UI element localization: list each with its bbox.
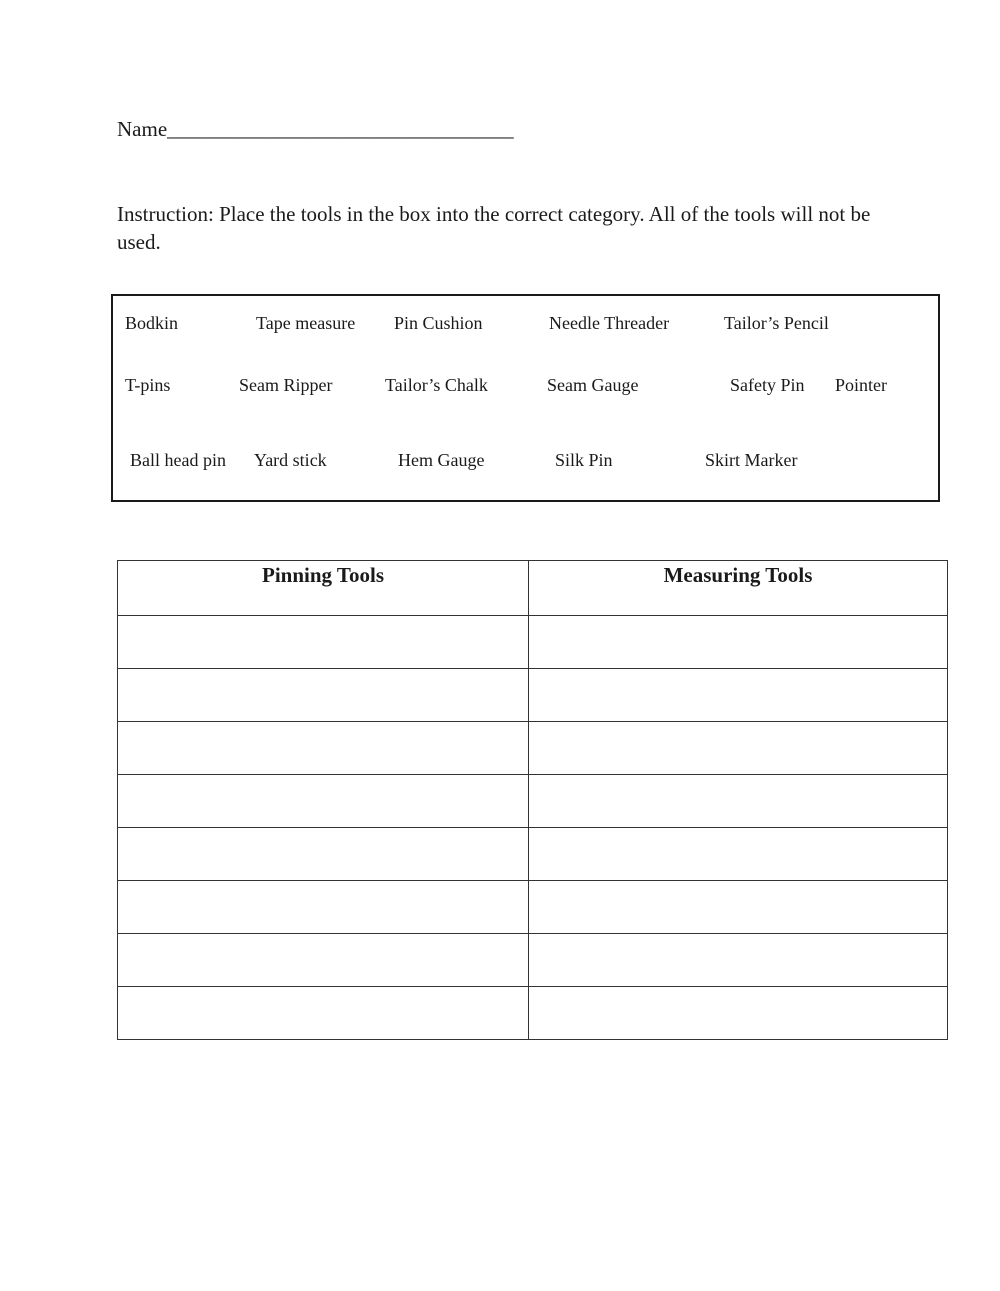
table-row — [118, 828, 948, 881]
word-bank-item: Yard stick — [254, 450, 327, 470]
word-bank-item: Hem Gauge — [398, 450, 485, 470]
measuring-answer-cell[interactable] — [529, 828, 948, 881]
word-bank-box — [111, 294, 940, 502]
table-row — [118, 616, 948, 669]
pinning-answer-cell[interactable] — [118, 934, 529, 987]
pinning-answer-cell[interactable] — [118, 881, 529, 934]
table-row — [118, 987, 948, 1040]
name-field-label: Name_________________________________ — [117, 117, 514, 141]
word-bank-item: Skirt Marker — [705, 450, 798, 470]
word-bank-item: Tape measure — [256, 313, 356, 333]
word-bank-item: Seam Gauge — [547, 375, 639, 395]
word-bank-item: Pin Cushion — [394, 313, 483, 333]
measuring-answer-cell[interactable] — [529, 934, 948, 987]
table-row — [118, 881, 948, 934]
pinning-answer-cell[interactable] — [118, 722, 529, 775]
table-header-row — [118, 561, 948, 616]
table-row — [118, 669, 948, 722]
pinning-answer-cell[interactable] — [118, 616, 529, 669]
word-bank-item: Seam Ripper — [239, 375, 333, 395]
measuring-answer-cell[interactable] — [529, 669, 948, 722]
word-bank-item: Tailor’s Pencil — [724, 313, 829, 333]
word-bank-item: Tailor’s Chalk — [385, 375, 488, 395]
word-bank-item: Bodkin — [125, 313, 179, 333]
pinning-answer-cell[interactable] — [118, 669, 529, 722]
measuring-tools-header: Measuring Tools — [529, 561, 948, 616]
pinning-answer-cell[interactable] — [118, 775, 529, 828]
word-bank-item: Safety Pin — [730, 375, 805, 395]
measuring-answer-cell[interactable] — [529, 775, 948, 828]
pinning-answer-cell[interactable] — [118, 987, 529, 1040]
measuring-answer-cell[interactable] — [529, 881, 948, 934]
measuring-answer-cell[interactable] — [529, 722, 948, 775]
word-bank-item: Needle Threader — [549, 313, 670, 333]
measuring-answer-cell[interactable] — [529, 987, 948, 1040]
pinning-tools-header: Pinning Tools — [118, 561, 529, 616]
table-row — [118, 934, 948, 987]
word-bank-item: Silk Pin — [555, 450, 613, 470]
pinning-answer-cell[interactable] — [118, 828, 529, 881]
word-bank-item: Ball head pin — [130, 450, 226, 470]
category-table — [117, 560, 948, 1040]
word-bank-item: T-pins — [125, 375, 171, 395]
measuring-answer-cell[interactable] — [529, 616, 948, 669]
table-row — [118, 775, 948, 828]
table-row — [118, 722, 948, 775]
instruction-text: Instruction: Place the tools in the box into the correct category. All of the tools will not be used. — [117, 202, 871, 254]
word-bank-item: Pointer — [835, 375, 887, 395]
